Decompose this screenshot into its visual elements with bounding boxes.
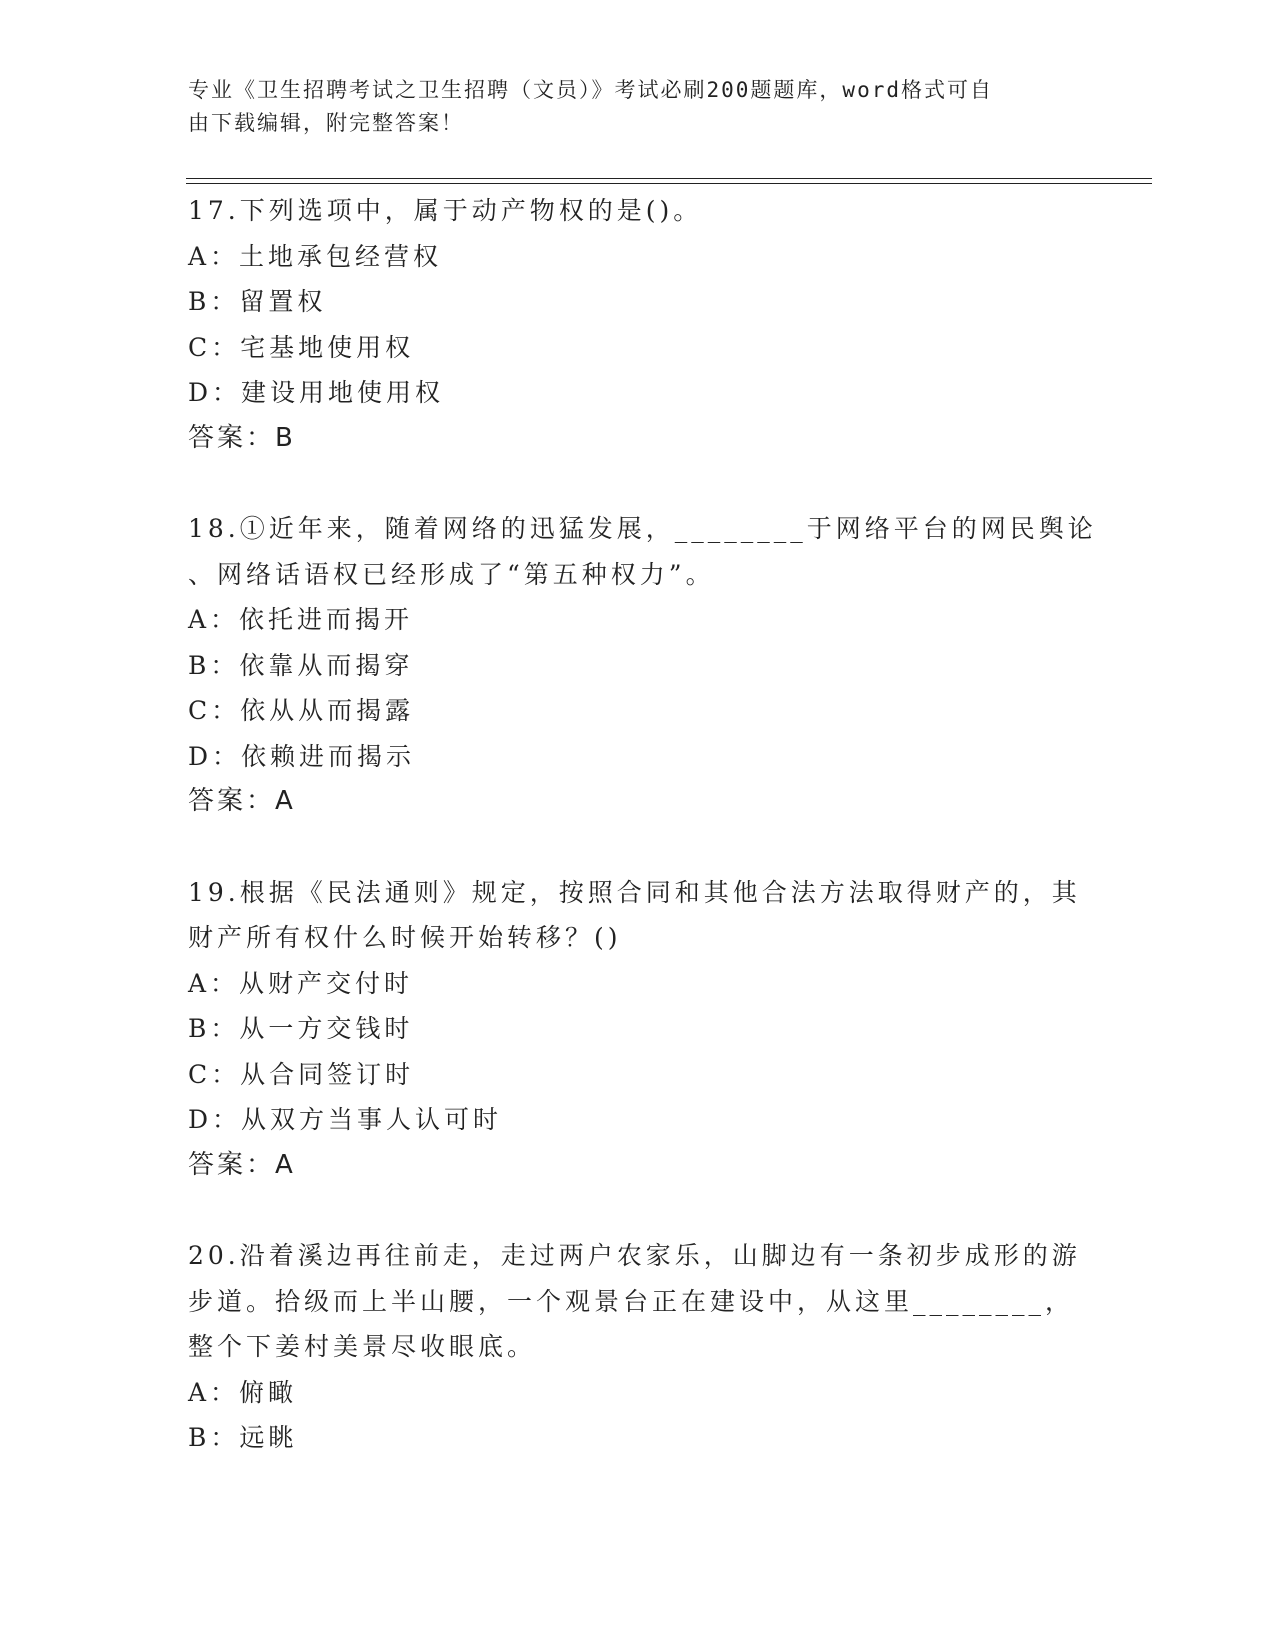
question-line: 财产所有权什么时候开始转移？() [188,923,622,952]
answer-line: 答案：A [188,1149,296,1180]
option-a: A：依托进而揭开 [188,605,414,634]
header-line-1: 专业《卫生招聘考试之卫生招聘（文员）》考试必刷200题题库，word格式可自 [188,78,993,102]
question-20 [188,1233,1088,1461]
header-line-2: 由下载编辑，附完整答案！ [188,111,464,135]
answer-line: 答案：A [188,786,296,816]
question-list [188,188,1097,1461]
option-a: A：从财产交付时 [188,968,414,998]
option-b: B：留置权 [188,287,327,316]
spacer [188,1188,1088,1233]
question-text [188,506,1097,597]
option-d: D：从双方当事人认可时 [188,1105,503,1134]
question-17 [188,188,1088,461]
option-c: C：宅基地使用权 [188,332,415,362]
option-d: D：建设用地使用权 [188,378,445,407]
question-text [188,870,1088,961]
option-b: B：远眺 [188,1423,298,1452]
option-c: C：依从从而揭露 [188,696,415,725]
question-line: 步道。拾级而上半山腰，一个观景台正在建设中，从这里________， [188,1286,1075,1316]
question-line: 20.沿着溪边再往前走，走过两户农家乐，山脚边有一条初步成形的游 [188,1241,1081,1270]
header-divider-bottom [186,183,1152,184]
spacer [188,461,1088,506]
header-divider-top [186,178,1152,179]
spacer [188,825,1088,870]
question-19 [188,870,1088,1189]
answer-line: 答案：B [188,422,296,453]
option-a: A：土地承包经营权 [188,241,443,271]
question-line: 17.下列选项中，属于动产物权的是()。 [188,196,703,225]
option-b: B：依靠从而揭穿 [188,650,414,680]
question-text [188,188,1088,234]
question-text [188,1233,1088,1370]
question-line: 、网络话语权已经形成了“第五种权力”。 [188,559,715,589]
question-line: 19.根据《民法通则》规定，按照合同和其他合法方法取得财产的，其 [188,877,1081,907]
question-18 [188,506,1097,825]
document-header [188,74,1068,140]
option-a: A：俯瞰 [188,1377,298,1407]
question-line: 18.①近年来，随着网络的迅猛发展，________于网络平台的网民舆论 [188,514,1097,543]
option-b: B：从一方交钱时 [188,1014,414,1043]
question-line: 整个下姜村美景尽收眼底。 [188,1332,537,1361]
option-c: C：从合同签订时 [188,1059,415,1089]
option-d: D：依赖进而揭示 [188,741,416,771]
